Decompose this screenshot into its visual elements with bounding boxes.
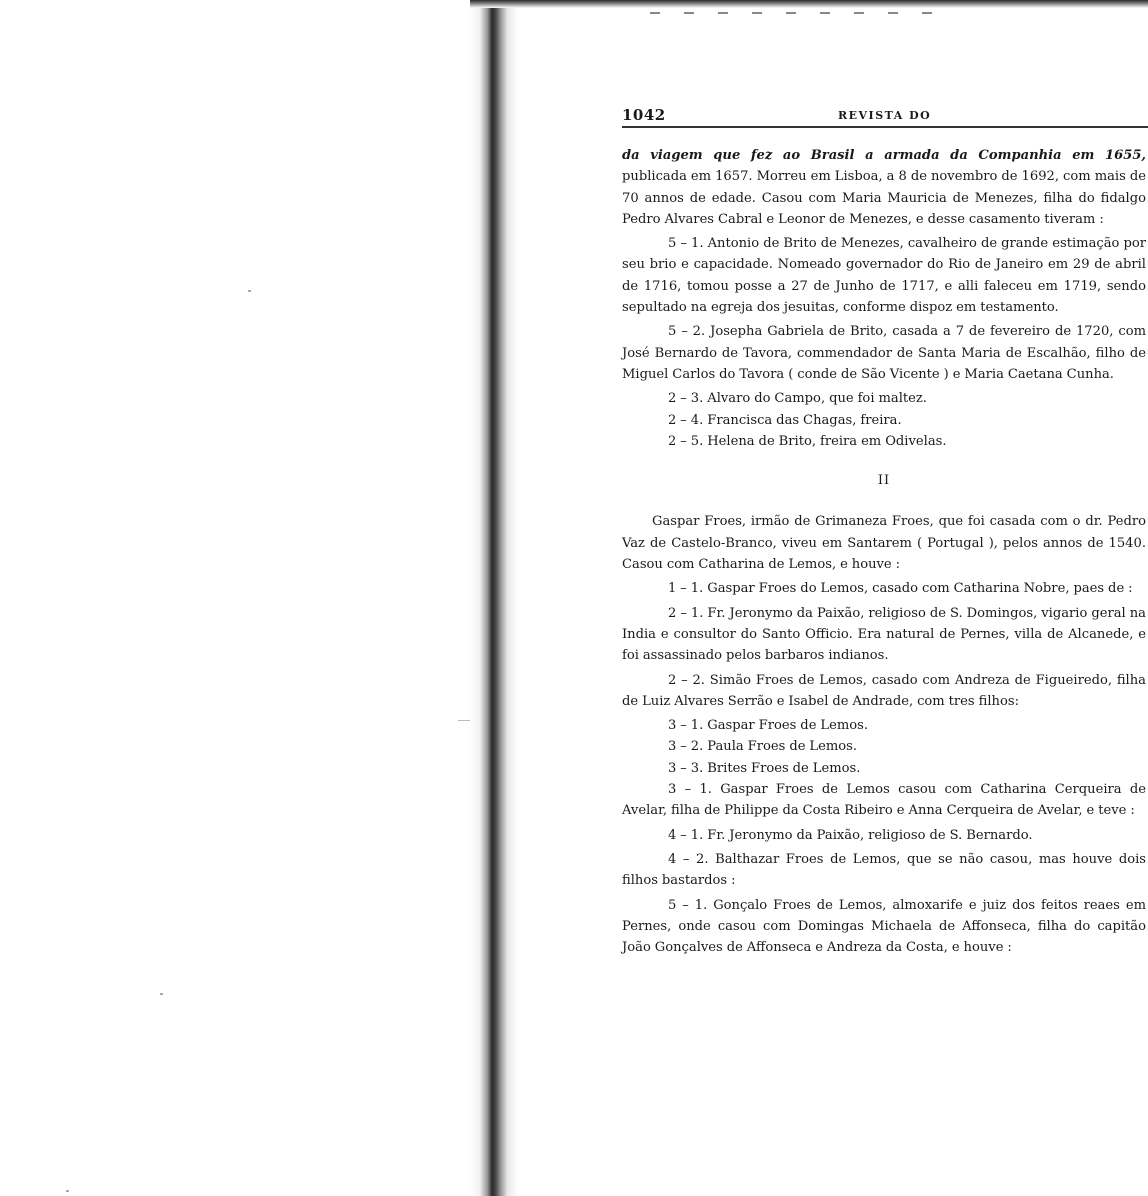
paragraph: 4 – 2. Balthazar Froes de Lemos, que se não casou, mas houve dois filhos bastardos : xyxy=(622,851,1146,889)
paragraph: 5 – 2. Josepha Gabriela de Brito, casada a 7 de fevereiro de 1720, com José Bernardo de Tavora, commendador de Santa Maria de Escalhão, filho de Miguel Carlos do Tavora ( conde de São Vicente ) e Maria Caetana Cunha. xyxy=(622,324,1146,382)
book-gutter xyxy=(470,0,518,1196)
header-rule xyxy=(622,126,1148,128)
list-item: 2 – 4. Francisca das Chagas, freira. xyxy=(668,412,902,428)
paragraph: 5 – 1. Antonio de Brito de Menezes, cavalheiro de grande estimação por seu brio e capacidade. Nomeado governador do Rio de Janeiro em 29 de abril de 1716, tomou posse a 27 de Junho de 1717, e alli faleceu em 1719, sendo sepultado na egreja dos jesuitas, conforme dispoz em testamento. xyxy=(622,236,1146,316)
book-title-fragment: da viagem que fez ao Brasil a armada da Companhia em 1655, xyxy=(622,148,1146,163)
list-item: 3 – 2. Paula Froes de Lemos. xyxy=(668,739,858,755)
paragraph: 1 – 1. Gaspar Froes do Lemos, casado com Catharina Nobre, paes de : xyxy=(668,581,1133,597)
paragraph: 3 – 1. Gaspar Froes de Lemos casou com Catharina Cerqueira de Avelar, filha de Philippe da Costa Ribeiro e Anna Cerqueira de Avelar, e teve : xyxy=(622,782,1146,819)
page-header xyxy=(622,104,1148,126)
paragraph: 5 – 1. Gonçalo Froes de Lemos, almoxarife e juiz dos feitos reaes em Pernes, onde casou com Domingas Michaela de Affonseca, filha do capitão João Gonçalves de Affonseca e Andreza da Costa, e houve : xyxy=(622,897,1146,956)
paragraph: Gaspar Froes, irmão de Grimaneza Froes, que foi casada com o dr. Pedro Vaz de Castelo-Branco, viveu em Santarem ( Portugal ), pelos annos de 1540. Casou com Catharina de Lemos, e houve : xyxy=(622,514,1146,573)
running-title: REVISTA DO xyxy=(838,109,932,122)
list-item: 2 – 3. Alvaro do Campo, que foi maltez. xyxy=(668,391,927,407)
list-item: 2 – 5. Helena de Brito, freira em Odivelas. xyxy=(668,433,947,449)
paragraph: 2 – 1. Fr. Jeronymo da Paixão, religioso de S. Domingos, vigario geral na India e consultor do Santo Officio. Era natural de Pernes, villa de Alcanede, e foi assassinado pelos barbaros indianos. xyxy=(622,605,1146,664)
paper-speck xyxy=(248,290,251,292)
paragraph xyxy=(622,145,1146,230)
list-item: 3 – 1. Gaspar Froes de Lemos. xyxy=(668,718,869,734)
paper-speck xyxy=(160,993,163,995)
page-body xyxy=(622,145,1146,961)
section-numeral: II xyxy=(877,473,891,489)
paragraph-text: publicada em 1657. Morreu em Lisboa, a 8 de novembro de 1692, com mais de 70 annos de edade. Casou com Maria Mauricia de Menezes, filha do fidalgo Pedro Alvares Cabral e Leonor de Menezes, e desse casamento tiveram : xyxy=(622,169,1146,227)
paragraph: 4 – 1. Fr. Jeronymo da Paixão, religioso de S. Bernardo. xyxy=(668,827,1033,843)
paragraph: 2 – 2. Simão Froes de Lemos, casado com Andreza de Figueiredo, filha de Luiz Alvares Serrão e Isabel de Andrade, com tres filhos: xyxy=(622,672,1146,709)
page-number: 1042 xyxy=(622,106,666,124)
paper-speck xyxy=(66,1190,69,1192)
list-item: 3 – 3. Brites Froes de Lemos. xyxy=(668,760,861,776)
blank-left-page xyxy=(0,0,470,1196)
